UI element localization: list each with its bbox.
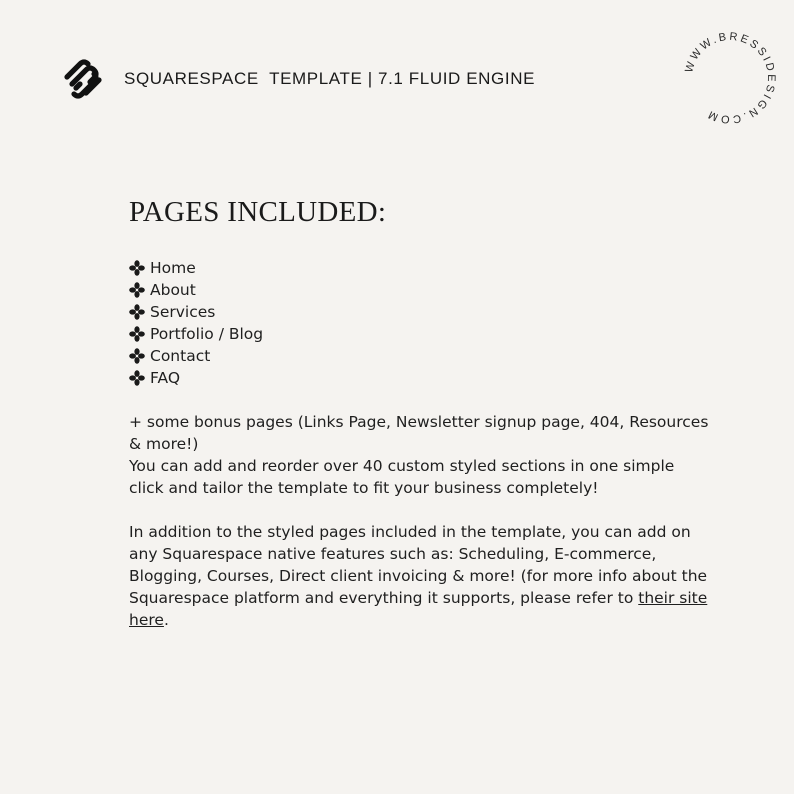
- page-list-item: [129, 323, 709, 345]
- page-list-item: [129, 345, 709, 367]
- flower-icon: [129, 370, 145, 386]
- page-name: Portfolio / Blog: [150, 325, 264, 343]
- flower-icon: [129, 326, 145, 342]
- page-heading: PAGES INCLUDED:: [129, 196, 387, 228]
- features-end: .: [163, 611, 169, 629]
- template-title: SQUARESPACE TEMPLATE | 7.1 FLUID ENGINE: [124, 69, 536, 88]
- page-list-item: [129, 257, 709, 279]
- features-text: [129, 521, 709, 631]
- squarespace-logo-icon: [62, 58, 104, 100]
- page-list-item: [129, 301, 709, 323]
- page-name: Home: [150, 259, 196, 277]
- page-list-item: [129, 279, 709, 301]
- page-list-item: [129, 367, 709, 389]
- bonus-pages-text: + some bonus pages (Links Page, Newsletter signup page, 404, Resources & more!): [129, 413, 709, 453]
- page-name: FAQ: [150, 369, 181, 387]
- flower-icon: [129, 348, 145, 364]
- seal-text: WWW.BRESSIDESIGN.COM: [683, 30, 778, 126]
- header: [62, 58, 535, 100]
- flower-icon: [129, 282, 145, 298]
- page-name: About: [150, 281, 196, 299]
- pages-list: [129, 257, 709, 389]
- brand-seal: [680, 28, 780, 128]
- flower-icon: [129, 260, 145, 276]
- sections-text: You can add and reorder over 40 custom styled sections in one simple click and tailor the template to fit your business completely!: [129, 457, 675, 497]
- squarespace-site-link[interactable]: their site here: [129, 589, 708, 629]
- page-name: Services: [150, 303, 216, 321]
- features-body: In addition to the styled pages included in the template, you can add on any Squarespace native features such as: Scheduling, E-commerce, Blogging, Courses, Direct client invoicing & more! (for more info about the Squarespace platform and everything it supports, please refer to: [129, 523, 708, 607]
- flower-icon: [129, 304, 145, 320]
- page-name: Contact: [150, 347, 211, 365]
- main-content: [129, 196, 709, 631]
